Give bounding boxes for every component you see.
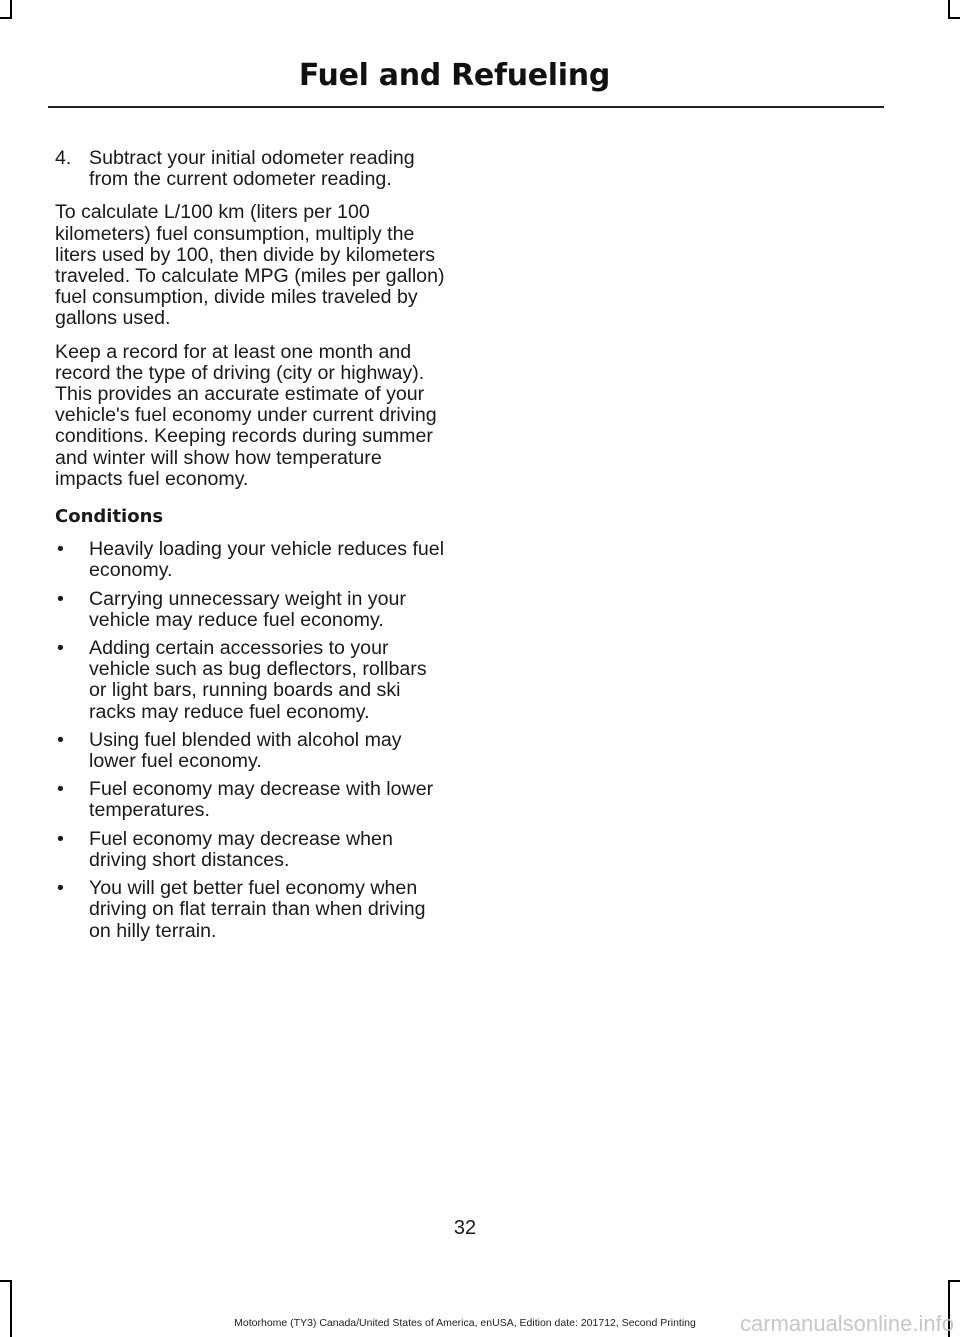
crop-mark bbox=[0, 1280, 12, 1282]
paragraph-calculation: To calculate L/100 km (liters per 100 kilometers) fuel consumption, multiply the liters used by 100, then divide by kilometers traveled. To calculate MPG (miles per gallon) fuel consumption, divide miles traveled by gallons used. bbox=[55, 201, 445, 330]
bullet-icon: • bbox=[57, 877, 64, 900]
bullet-icon: • bbox=[57, 778, 64, 801]
page-title: Fuel and Refueling bbox=[298, 58, 610, 93]
header-divider bbox=[48, 106, 884, 108]
crop-mark bbox=[0, 17, 12, 19]
list-item-text: Using fuel blended with alcohol may lower fuel economy. bbox=[89, 728, 402, 773]
list-item-text: Carrying unnecessary weight in your vehicle may reduce fuel economy. bbox=[89, 587, 406, 631]
bullet-icon: • bbox=[57, 637, 64, 660]
step-text: Subtract your initial odometer reading from the current odometer reading. bbox=[89, 147, 415, 191]
list-item-text: Fuel economy may decrease with lower temperatures. bbox=[89, 778, 434, 822]
watermark: carmanualsonline.info bbox=[739, 1311, 954, 1336]
main-column bbox=[55, 148, 447, 949]
list-item bbox=[55, 638, 447, 723]
page-number: 32 bbox=[453, 1217, 477, 1239]
section-heading: Conditions bbox=[55, 506, 164, 528]
step-number: 4. bbox=[55, 147, 72, 169]
list-item bbox=[55, 829, 447, 871]
crop-mark bbox=[948, 1280, 960, 1282]
bullet-icon: • bbox=[57, 538, 64, 561]
bullet-icon: • bbox=[57, 827, 64, 850]
list-item bbox=[55, 779, 447, 821]
bullet-icon: • bbox=[57, 587, 64, 610]
list-item-text: Fuel economy may decrease when driving short distances. bbox=[89, 827, 393, 871]
paragraph-record: Keep a record for at least one month and record the type of driving (city or highway). This provides an accurate estimate of your vehicle's fuel economy under current driving conditions. Keeping records during summer and winter will show how temperature impacts fuel economy. bbox=[55, 340, 437, 490]
crop-mark bbox=[948, 0, 950, 18]
crop-mark bbox=[948, 17, 960, 19]
conditions-list bbox=[55, 539, 447, 941]
list-item bbox=[55, 589, 447, 631]
footer-edition: Motorhome (TY3) Canada/United States of America, enUSA, Edition date: 201712, Second Printing bbox=[234, 1317, 696, 1329]
bullet-icon: • bbox=[57, 728, 64, 751]
list-item bbox=[55, 539, 447, 581]
list-item-text: Adding certain accessories to your vehicle such as bug deflectors, rollbars or light bars, running boards and ski racks may reduce fuel economy. bbox=[89, 637, 427, 723]
list-item-text: You will get better fuel economy when driving on flat terrain than when driving on hilly terrain. bbox=[89, 877, 426, 942]
list-item bbox=[55, 878, 447, 942]
list-item bbox=[55, 730, 447, 772]
step-item bbox=[55, 148, 447, 190]
list-item-text: Heavily loading your vehicle reduces fuel economy. bbox=[89, 538, 445, 582]
crop-mark bbox=[10, 0, 12, 18]
